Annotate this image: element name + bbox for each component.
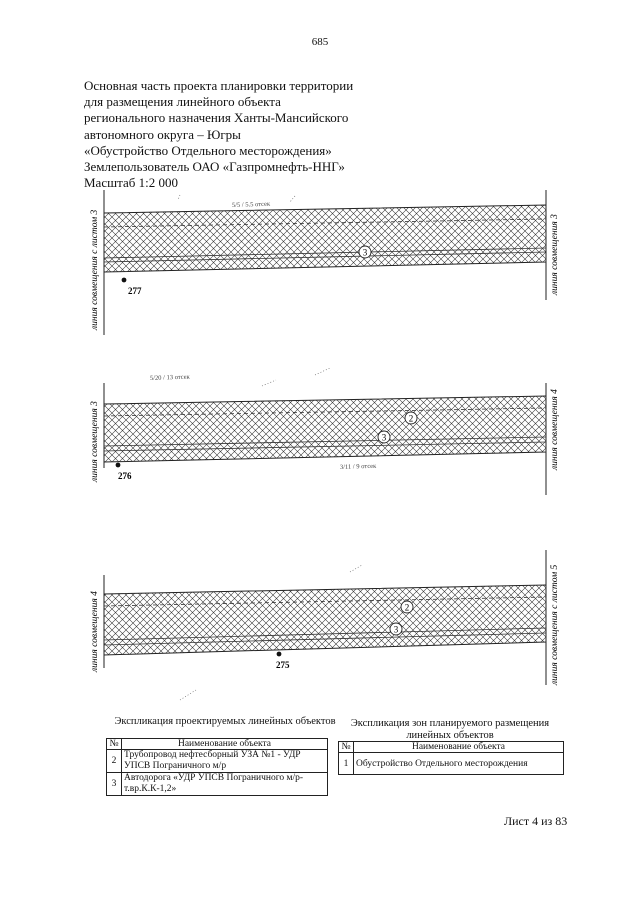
survey-point [122,278,127,283]
right-match-label: линия совмещения 3 [550,214,560,295]
object-marker-label: 2 [408,413,414,424]
survey-point [277,652,282,657]
table-placement-zones [338,741,564,775]
row-num: 1 [339,753,354,775]
sheet-1 [90,190,560,335]
survey-point-label: 277 [128,286,142,296]
sheet-2 [90,368,560,495]
right-match-label: линия совмещения с листом 5 [550,564,560,685]
table2-caption [335,718,565,742]
hatched-zone [104,585,546,655]
hatched-zone [104,205,546,272]
object-marker-label: 3 [393,624,399,635]
survey-point [116,463,121,468]
table-row [339,753,564,775]
object-marker-label: 2 [404,602,410,613]
forest-note-top: 5/20 / 13 отсек [149,373,190,382]
col-header-num: № [107,739,122,750]
row-num: 3 [107,773,122,796]
table-header-row [107,739,328,750]
table-row [107,750,328,773]
table2-caption-line-1: Экспликация зон планируемого размещения [350,718,550,729]
survey-point-label: 276 [118,471,132,481]
left-match-label: линия совмещения с листом 3 [90,209,100,330]
col-header-name: Наименование объекта [354,742,564,753]
hatched-zone [104,396,546,462]
row-name: Обустройство Отдельного месторождения [354,753,564,775]
page-number: 685 [311,36,329,48]
table-header-row [339,742,564,753]
right-match-label: линия совмещения 4 [550,389,560,470]
forest-note-bottom: 3/11 / 9 отсек [339,462,377,471]
row-num: 2 [107,750,122,773]
left-match-label: линия совмещения 4 [90,591,100,672]
header-line-5: «Обустройство Отдельного месторождения» [84,142,332,158]
header-line-3: регионального назначения Ханты-Мансийского [84,110,349,126]
row-name: Автодорога «УДР УПСВ Пограничного м/р-т.вр.К.К-1,2» [122,773,328,796]
header-line-1: Основная часть проекта планировки территории [84,78,354,93]
row-name: Трубопровод нефтесборный УЗА №1 - УДР УПСВ Пограничного м/р [122,750,328,773]
header-line-6: Землепользователь ОАО «Газпромнефть-ННГ» [84,159,345,175]
table-projected-objects [106,738,328,796]
object-marker-label: 3 [381,432,387,443]
header-line-2: для размещения линейного объекта [84,94,281,110]
table1-caption: Экспликация проектируемых линейных объектов [114,716,336,727]
header-line-7-scale: Масштаб 1:2 000 [84,175,178,191]
sheet-counter: Лист 4 из 83 [504,814,568,828]
left-match-label: линия совмещения 3 [90,401,100,482]
header-line-4: автономного округа – Югры [84,126,241,142]
survey-point-label: 275 [276,660,290,670]
table2-caption-line-2: линейных объектов [406,730,494,741]
sheet-3 [90,550,560,700]
col-header-name: Наименование объекта [122,739,328,750]
col-header-num: № [339,742,354,753]
object-marker-label: 3 [362,247,368,258]
table-row [107,773,328,796]
forest-note: 5/5 / 5.5 отсек [231,200,271,209]
